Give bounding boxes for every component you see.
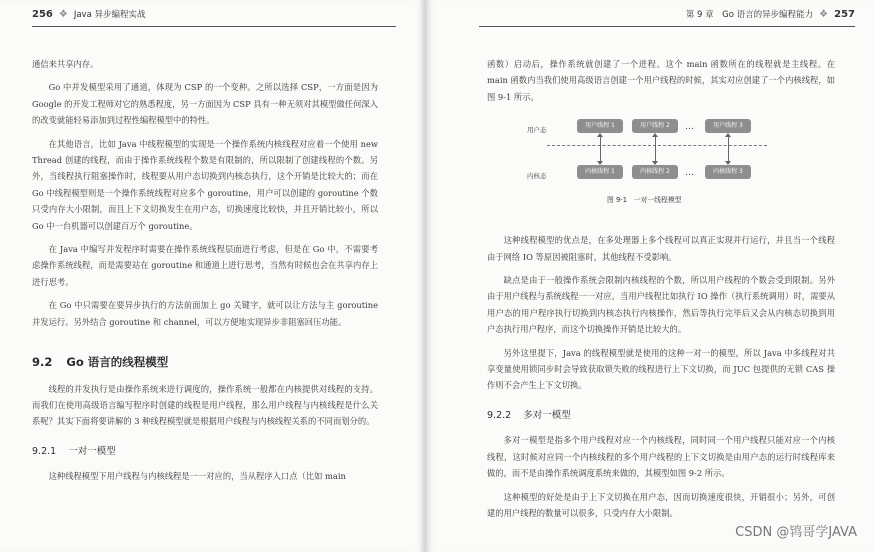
running-title: 第 9 章 Go 语言的异步编程能力	[685, 10, 814, 20]
right-page-body	[487, 56, 835, 528]
paragraph: 线程的并发执行是由操作系统来进行调度的，操作系统一般都在内核提供对线程的支持。而我们在使用高级语言编写程序时创建的线程是用户线程，那么用户线程与内核线程是什么关系呢？其实下面将要讲解的 3 种线程模型就是根据用户线程与内核线程关系的不同而划分的。	[32, 383, 378, 427]
paragraph: 在 Go 中只需要在要异步执行的方法前面加上 go 关键字，就可以让方法与主 goroutine 并发运行。另外结合 goroutine 和 channel，可以方便地实现异步非阻塞回压功能。	[32, 300, 378, 327]
connector-line	[728, 137, 729, 161]
header-rule	[32, 26, 396, 27]
figure-one-to-one-model	[487, 112, 835, 226]
page-number: 257	[834, 8, 855, 20]
diamond-ornament-icon: ❖	[819, 8, 829, 20]
kernel-mode-label: 内核态	[527, 172, 547, 181]
kernel-thread-box: 内核线程 1	[577, 165, 623, 179]
running-title: Java 异步编程实战	[73, 10, 146, 20]
subsection-title: 多对一模型	[523, 409, 571, 421]
right-page	[427, 0, 873, 552]
left-page	[0, 0, 424, 552]
arrow-down-icon	[597, 161, 603, 165]
user-mode-label: 用户态	[527, 126, 547, 135]
left-page-header	[32, 8, 146, 20]
subsection-title: 一对一模型	[68, 445, 116, 457]
paragraph: 这种线程模型的优点是，在多处理器上多个线程可以真正实现并行运行，并且当一个线程由于网络 IO 等原因被阻塞时，其他线程不受影响。	[487, 235, 835, 262]
paragraph: 这种模型的好处是由于上下文切换在用户态，因而切换速度很快，开销很小；另外，可创建的用户线程的数量可以很多，只受内存大小限制。	[487, 491, 835, 518]
connector-line	[655, 137, 656, 161]
arrow-up-icon	[597, 133, 603, 137]
paragraph: 缺点是由于一般操作系统会限制内核线程的个数，所以用户线程的个数会受到限制。另外由于用户线程与系统线程一一对应，当用户线程比如执行 IO 操作（执行系统调用）时，需要从用户态的用户程序执行切换到内核态执行内核操作，然后等执行完毕后又会从内核态切换到用户态执行用户程序，而这个切换操作开销是比较大的。	[487, 275, 835, 335]
user-thread-box: 用户线程 3	[705, 119, 751, 133]
section-heading	[32, 354, 378, 370]
user-thread-box: 用户线程 2	[632, 119, 678, 133]
paragraph: 多对一模型是指多个用户线程对应一个内核线程，同时同一个用户线程只能对应一个内核线程，这时候对应同一个内核线程的多个用户线程的上下文切换是由用户态的运行时线程库来做的，而不是由操作系统调度系统来做的，其模型如图 9-2 所示。	[487, 435, 835, 479]
section-title: Go 语言的线程模型	[66, 355, 169, 370]
subsection-number: 9.2.1	[32, 445, 57, 457]
ellipsis: …	[685, 122, 694, 133]
section-number: 9.2	[32, 355, 53, 370]
paragraph: 另外这里提下，Java 的线程模型就是使用的这种一对一的模型，所以 Java 中多线程对共享变量使用锁同步时会导致获取锁失败的线程进行上下文切换，而 JUC 包提供的无锁 CAS 操作则不会产生上下文切换。	[487, 347, 835, 391]
paragraph: 函数）启动后，操作系统就创建了一个进程。这个 main 函数所在的线程就是主线程。在 main 函数内当我们使用高级语言创建一个用户线程的时候，其实对应创建了一个内核线程，如图 9-1 所示。	[487, 59, 835, 102]
subsection-heading	[487, 408, 835, 424]
right-page-header	[686, 8, 855, 20]
arrow-down-icon	[652, 161, 658, 165]
diamond-ornament-icon: ❖	[58, 8, 68, 20]
subsection-number: 9.2.2	[487, 409, 512, 421]
paragraph: 这种线程模型下用户线程与内核线程是一一对应的，当从程序入口点（比如 main	[48, 471, 346, 482]
page-number: 256	[32, 8, 53, 20]
ellipsis: …	[685, 168, 694, 179]
header-rule	[479, 26, 855, 27]
paragraph: Go 中并发模型采用了通道，体现为 CSP 的一个变种。之所以选择 CSP，一方面是因为 Google 的开发工程师对它的熟悉程度，另一方面因为 CSP 具有一种无须对其模型做任何深入的改变就能轻易添加到过程性编程模型中的特性。	[32, 82, 378, 126]
kernel-thread-box: 内核线程 2	[632, 165, 678, 179]
arrow-down-icon	[725, 161, 731, 165]
arrow-up-icon	[725, 133, 731, 137]
mode-divider	[547, 145, 767, 146]
paragraph: 在其他语言，比如 Java 中线程模型的实现是一个操作系统内核线程对应着一个使用 new Thread 创建的线程，而由于操作系统线程个数是有限制的，所以限制了创建线程的个数。另外，当线程执行阻塞操作时，线程要从用户态切换到内核态执行，这个开销是比较大的；而在 Go 中线程模型则是一个操作系统线程对应多个 goroutine，用户可以创建的 goroutine 个数只受内存大小限制，而且上下文切换发生在用户态，切换速度比较快，并且开销比较小，所以 Go 中一台机器可以创建百万个 goroutine。	[32, 138, 378, 231]
watermark: CSDN @鸨哥学JAVA	[735, 525, 857, 540]
paragraph: 通信来共享内存。	[32, 59, 99, 69]
kernel-thread-box: 内核线程 3	[705, 165, 751, 179]
subsection-heading	[32, 444, 378, 460]
arrow-up-icon	[652, 133, 658, 137]
left-page-body	[32, 56, 378, 492]
connector-line	[600, 137, 601, 161]
figure-caption: 图 9-1 一对一线程模型	[607, 196, 682, 205]
paragraph: 在 Java 中编写并发程序时需要在操作系统线程层面进行考虑，但是在 Go 中，不需要考虑操作系统线程，而是需要站在 goroutine 和通道上进行思考，当然有时候也会在共享内存上进行思考。	[32, 244, 378, 287]
user-thread-box: 用户线程 1	[577, 119, 623, 133]
